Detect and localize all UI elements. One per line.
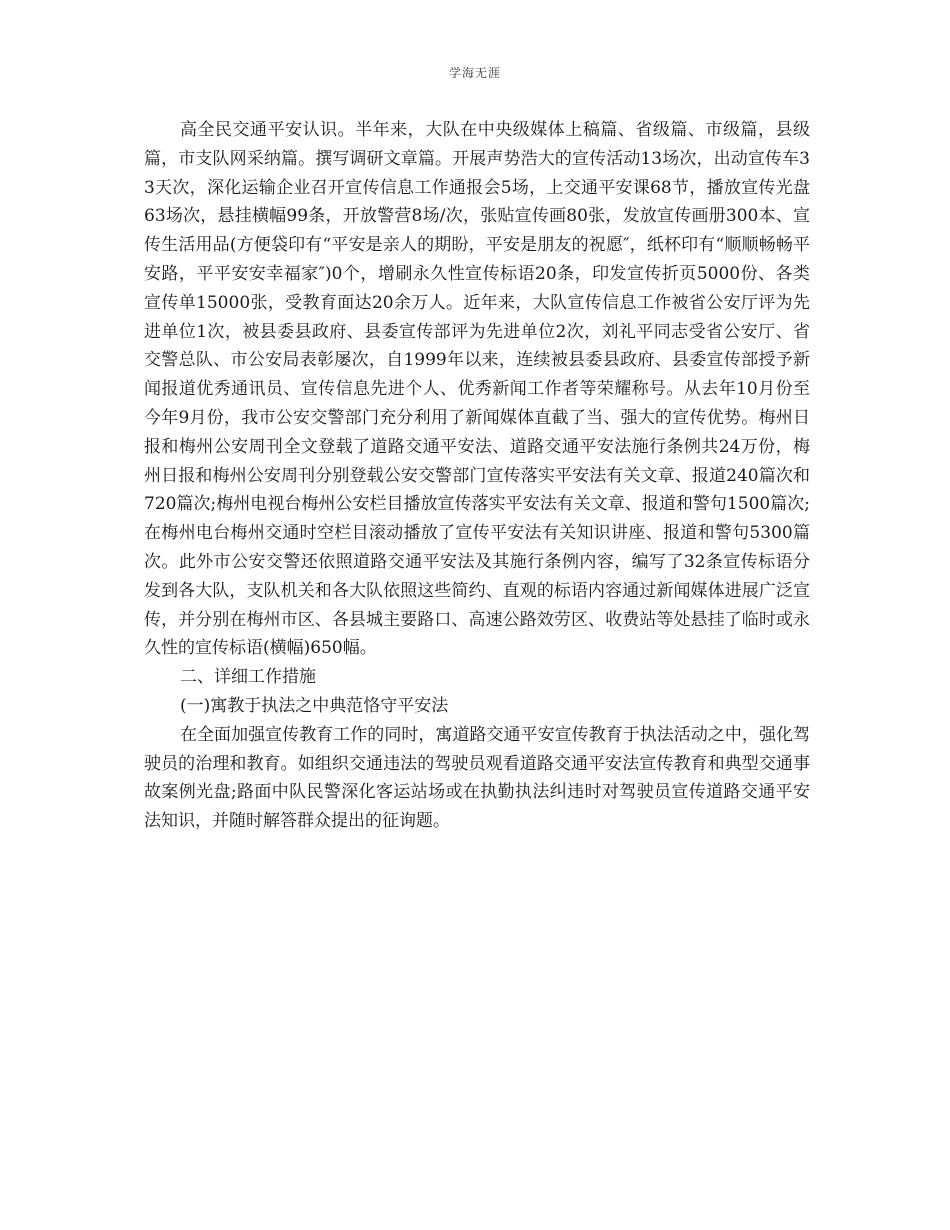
subsection-heading: (一)寓教于执法之中典范恪守平安法 xyxy=(180,695,449,716)
page-header: 学海无涯 xyxy=(448,66,501,80)
document-body xyxy=(144,116,810,836)
body-paragraph-1: 高全民交通平安认识。半年来，大队在中央级媒体上稿篇、省级篇、市级篇，县级篇，市支队网采纳篇。撰写调研文章篇。开展声势浩大的宣传活动13场次，出动宣传车33天次，深化运输企业召开宣传信息工作通报会5场，上交通平安课68节，播放宣传光盘63场次，悬挂横幅99条，开放警营8场/次，张贴宣传画80张，发放宣传画册300本、宣传生活用品(方便袋印有“平安是亲人的期盼，平安是朋友的祝愿″，纸杯印有“顺顺畅畅平安路，平平安安幸福家″)0个，增刷永久性宣传标语20条，印发宣传折页5000份、各类宣传单15000张，受教育面达20余万人。近年来，大队宣传信息工作被省公安厅评为先进单位1次，被县委县政府、县委宣传部评为先进单位2次，刘礼平同志受省公安厅、省交警总队、市公安局表彰屡次，自1999年以来，连续被县委县政府、县委宣传部授予新闻报道优秀通讯员、宣传信息先进个人、优秀新闻工作者等荣耀称号。从去年10月份至今年9月份，我市公安交警部门充分利用了新闻媒体直截了当、强大的宣传优势。梅州日报和梅州公安周刊全文登载了道路交通平安法、道路交通平安法施行条例共24万份，梅州日报和梅州公安周刊分别登载公安交警部门宣传落实平安法有关文章、报道240篇次和720篇次;梅州电视台梅州公安栏目播放宣传落实平安法有关文章、报道和警句1500篇次;在梅州电台梅州交通时空栏目滚动播放了宣传平安法有关知识讲座、报道和警句5300篇次。此外市公安交警还依照道路交通平安法及其施行条例内容，编写了32条宣传标语分发到各大队，支队机关和各大队依照这些简约、直观的标语内容通过新闻媒体进展广泛宣传，并分别在梅州市区、各县城主要路口、高速公路效劳区、收费站等处悬挂了临时或永久性的宣传标语(横幅)650幅。 xyxy=(144,120,810,659)
body-paragraph-2: 在全面加强宣传教育工作的同时，寓道路交通平安宣传教育于执法活动之中，强化驾驶员的治理和教育。如组织交通违法的驾驶员观看道路交通平安法宣传教育和典型交通事故案例光盘;路面中队民警深化客运站场或在执勤执法纠违时对驾驶员宣传道路交通平安法知识，并随时解答群众提出的征询题。 xyxy=(144,724,810,832)
section-heading: 二、详细工作措施 xyxy=(180,667,316,688)
